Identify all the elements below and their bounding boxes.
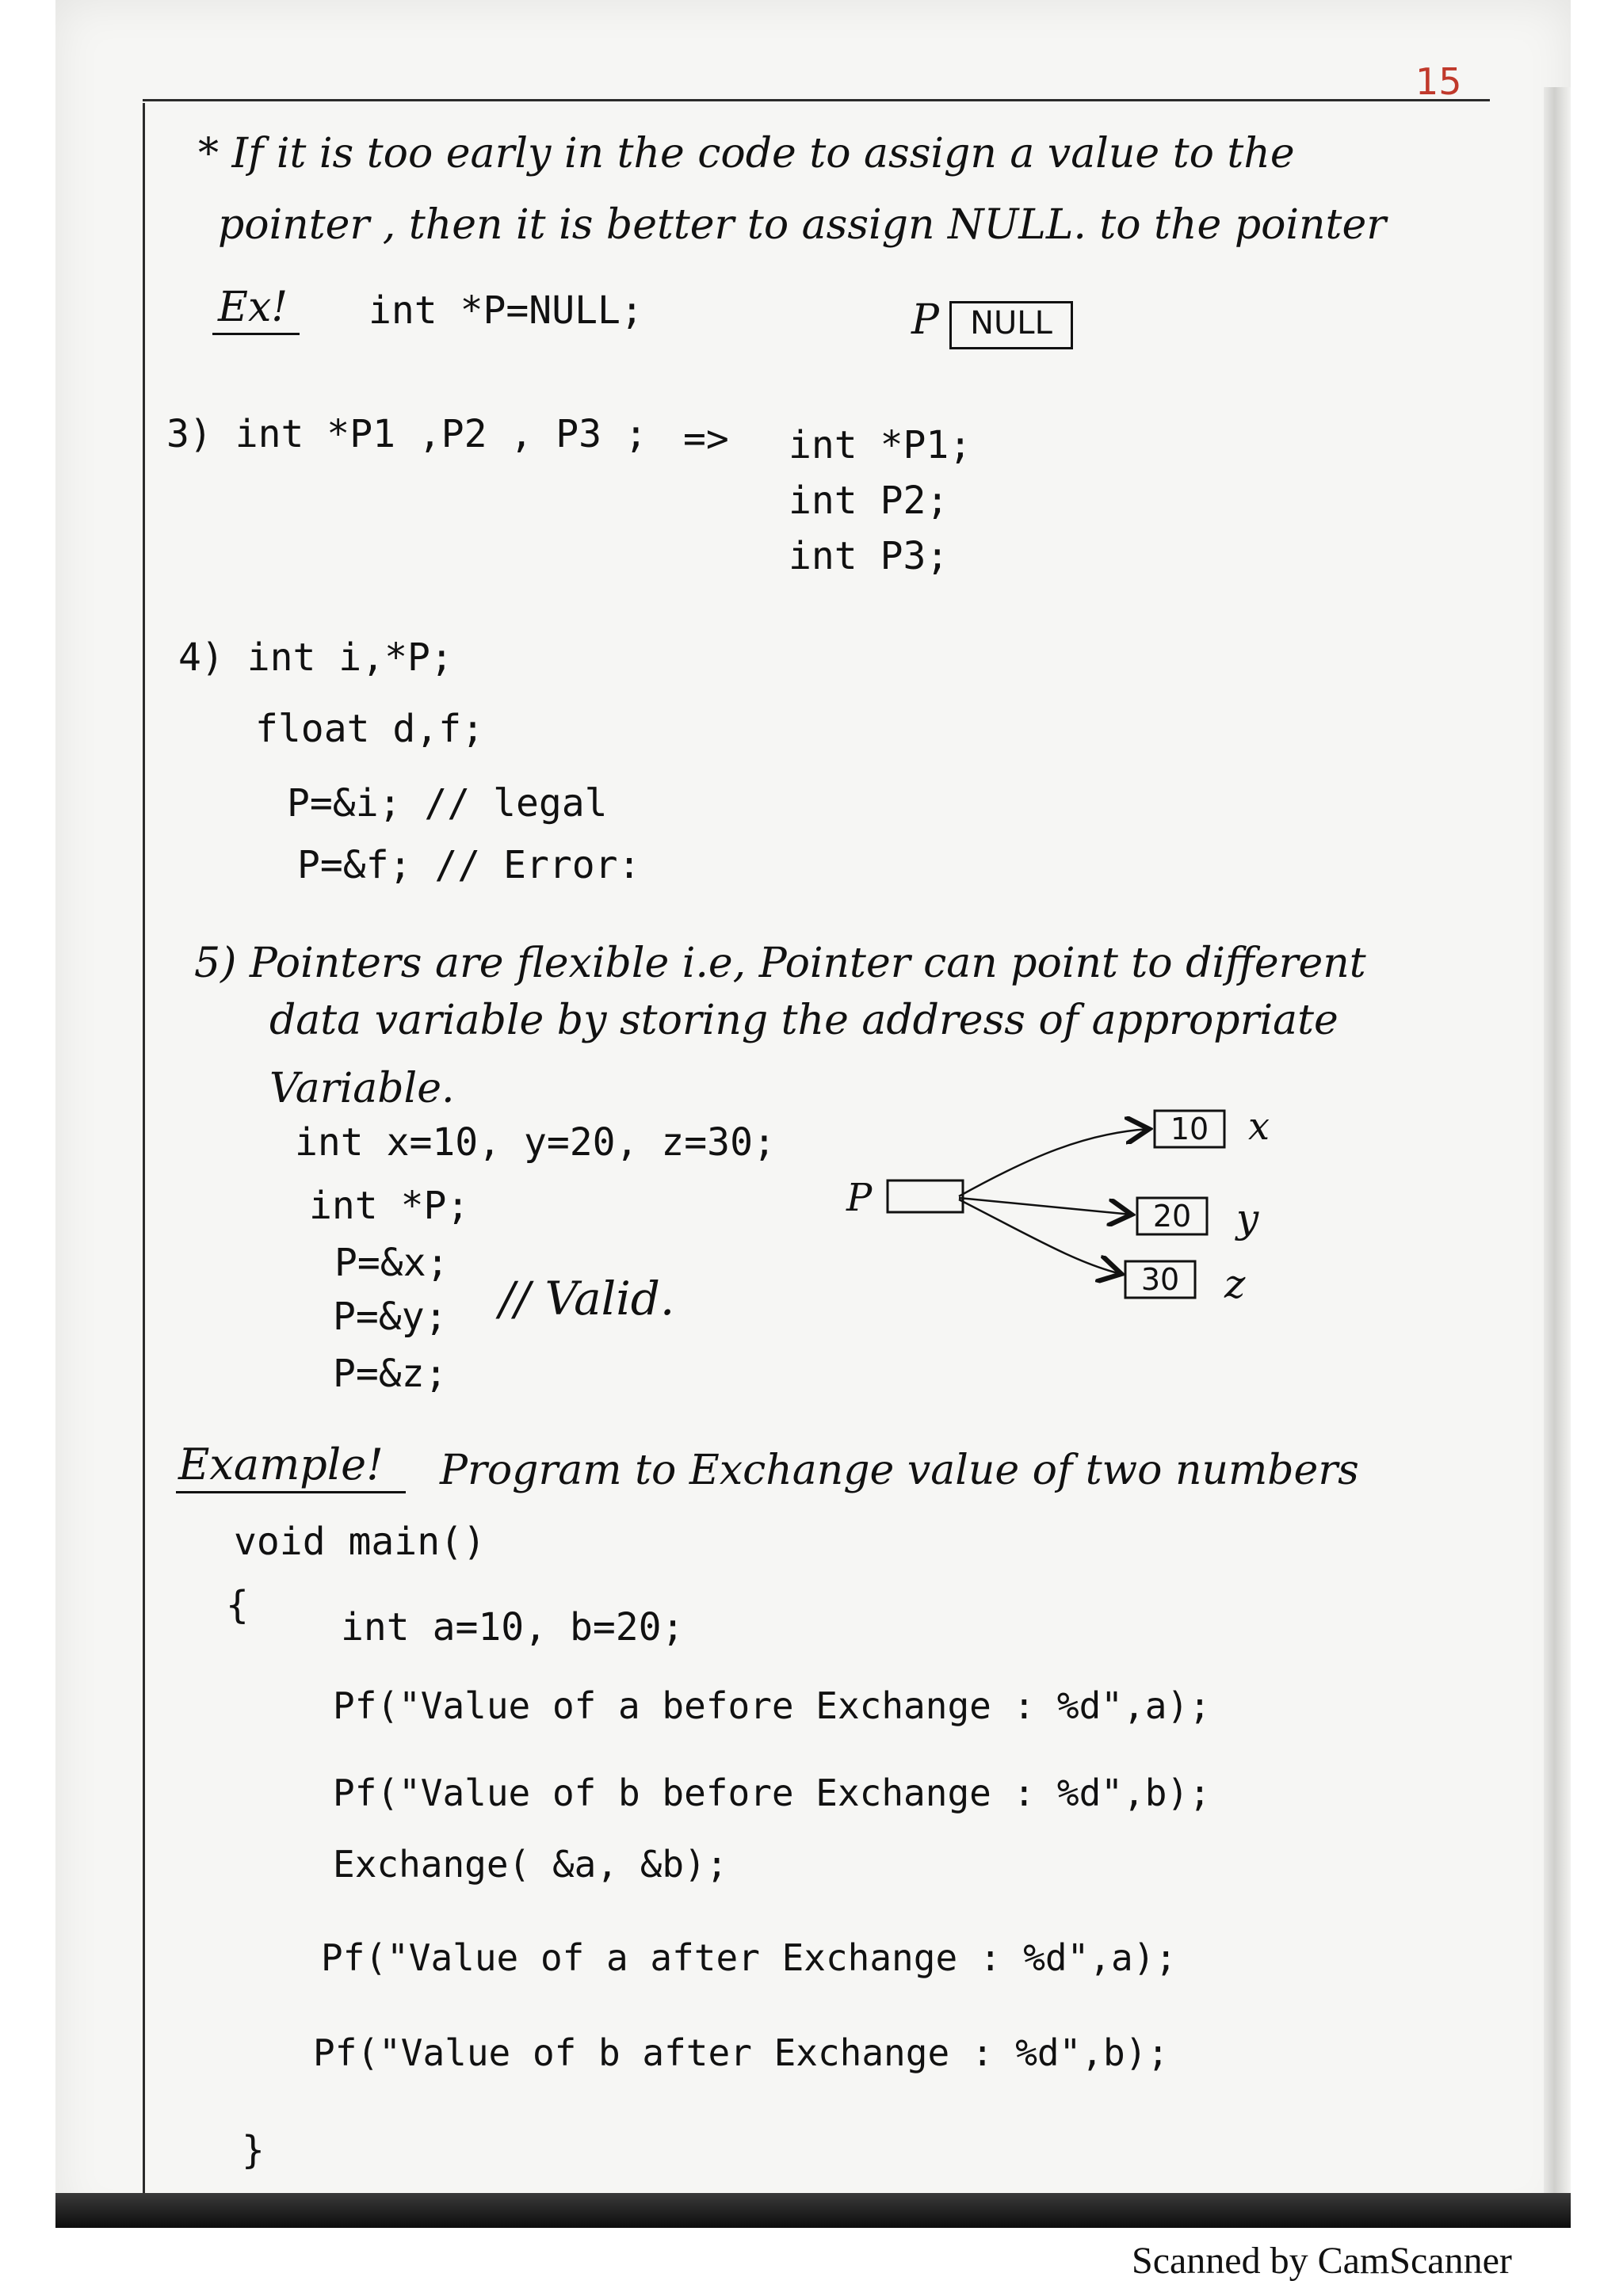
example-heading-underline [176, 1491, 406, 1493]
point5-line-2: data variable by storing the address of appropriate [269, 997, 1338, 1044]
scan-shadow [55, 2193, 1571, 2228]
example-code-1: void main() [234, 1520, 486, 1564]
value-x: 10 [1170, 1112, 1209, 1146]
margin-line [143, 103, 145, 2195]
point3-expanded-2: int P2; [789, 479, 949, 523]
name-y: y [1236, 1196, 1259, 1241]
example-code: int *P=NULL; [369, 288, 643, 333]
page-edge [1544, 87, 1571, 2226]
example-title: Program to Exchange value of two numbers [440, 1447, 1359, 1494]
intro-line-2: pointer , then it is better to assign NULL. to the pointer [218, 201, 1387, 249]
example-heading: Example! [178, 1440, 384, 1489]
example-code-8: Pf("Value of b after Exchange : %d",b); [313, 2031, 1170, 2074]
example-code-2: { [226, 1583, 249, 1627]
point5-line-3: Variable. [269, 1065, 455, 1112]
point5-code-4: P=&y; [333, 1295, 448, 1339]
point4-line-1: 4) int i,*P; [178, 635, 453, 680]
name-x: x [1248, 1104, 1270, 1149]
value-z: 30 [1140, 1262, 1180, 1297]
point3-expanded-1: int *P1; [789, 423, 972, 467]
page-number: 15 [1415, 60, 1462, 103]
diagram-pointer-box [888, 1180, 963, 1212]
scan-background [0, 0, 55, 2234]
pointer-diagram [824, 1101, 1300, 1339]
example-code-9: } [242, 2128, 265, 2172]
example-code-3: int a=10, b=20; [341, 1605, 685, 1650]
point5-code-5: P=&z; [333, 1352, 448, 1396]
top-rule [143, 99, 1490, 101]
example-code-4: Pf("Value of a before Exchange : %d",a); [333, 1684, 1211, 1727]
value-y: 20 [1152, 1199, 1192, 1234]
example-code-5: Pf("Value of b before Exchange : %d",b); [333, 1772, 1211, 1814]
point4-line-4: P=&f; // Error: [297, 843, 641, 887]
point5-code-1: int x=10, y=20, z=30; [295, 1120, 776, 1165]
diagram-pointer-label: P [846, 1176, 873, 1220]
example-label: Ex! [218, 284, 288, 331]
example-code-6: Exchange( &a, &b); [333, 1843, 728, 1886]
point5-code-2: int *P; [309, 1184, 470, 1228]
null-pointer-label: P [911, 296, 939, 344]
example-label-underline [212, 333, 300, 335]
point4-line-3: P=&i; // legal [287, 781, 608, 826]
intro-line-1: * If it is too early in the code to assign a value to the [198, 130, 1295, 177]
point4-line-2: float d,f; [255, 707, 484, 751]
point3-arrow: => [683, 417, 729, 461]
scanner-watermark: Scanned by CamScanner [1132, 2240, 1512, 2282]
point3-declaration: 3) int *P1 ,P2 , P3 ; [166, 412, 647, 456]
point5-line-1: 5) Pointers are flexible i.e, Pointer can point to different [194, 940, 1366, 987]
valid-note: // Valid. [499, 1272, 675, 1325]
null-box: NULL [949, 301, 1073, 349]
name-z: z [1224, 1261, 1246, 1307]
point5-code-3: P=&x; [334, 1241, 449, 1285]
point3-expanded-3: int P3; [789, 534, 949, 578]
example-code-7: Pf("Value of a after Exchange : %d",a); [321, 1936, 1178, 1979]
arrow-to-x [959, 1129, 1149, 1196]
